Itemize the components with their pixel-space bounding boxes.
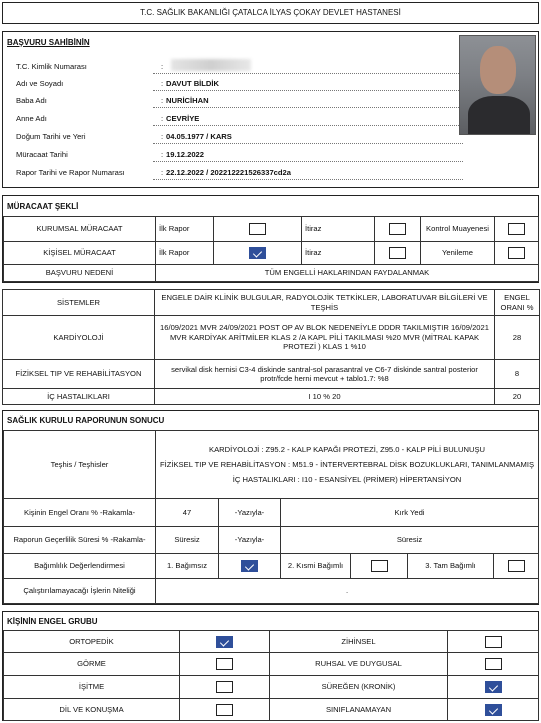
field-colon: : (161, 79, 164, 88)
field-colon: : (161, 132, 164, 141)
field-dotted-line (153, 143, 463, 144)
kisisel-yenileme-checkbox[interactable] (508, 247, 525, 259)
applicant-field-value: 04.05.1977 / KARS (166, 132, 232, 141)
kisisel-ilk-label: İlk Rapor (156, 241, 214, 265)
kisisel-itiraz-checkbox[interactable] (389, 247, 406, 259)
work-value: . (156, 578, 539, 603)
redacted-id-blur (171, 59, 251, 71)
field-dotted-line (153, 90, 463, 91)
validity-number: Süresiz (156, 526, 219, 553)
dep1-label: 1. Bağımsız (156, 553, 219, 578)
diagnosis-list (156, 431, 539, 499)
field-colon: : (161, 114, 164, 123)
dep2-label: 2. Kısmi Bağımlı (281, 553, 351, 578)
field-dotted-line (153, 73, 463, 74)
applicant-field-label: Adı ve Soyadı (16, 79, 64, 88)
group-label: SÜREĞEN (KRONİK) (270, 676, 448, 699)
applicant-field-value: CEVRİYE (166, 114, 200, 123)
rate-number: 47 (156, 499, 219, 526)
dep3-checkbox[interactable] (508, 560, 525, 572)
group-label: ORTOPEDİK (4, 631, 180, 653)
application-table (3, 216, 539, 282)
field-colon: : (161, 168, 164, 177)
dep3-label: 3. Tam Bağımlı (408, 553, 494, 578)
disability-section-title: KİŞİNİN ENGEL GRUBU (7, 617, 98, 626)
system-name: FİZİKSEL TIP VE REHABİLİTASYON (3, 360, 155, 389)
diagnosis-item: FİZİKSEL TIP VE REHABİLİTASYON : M51.9 - İNTERVERTEBRAL DİSK BOZUKLUKLARI, TANIMLANMAMIŞ (160, 460, 535, 469)
document-header (2, 2, 539, 24)
validity-yazi-label: -Yazıyla- (219, 526, 281, 553)
application-section-title: MÜRACAAT ŞEKLİ (7, 202, 79, 211)
rate-header: ENGEL ORANI % (495, 290, 540, 316)
kontrol-label: Kontrol Muayenesi (421, 217, 495, 242)
system-rate: 20 (495, 389, 540, 405)
kurumsal-label: KURUMSAL MÜRACAAT (4, 217, 156, 242)
kurumsal-kontrol-checkbox[interactable] (508, 223, 525, 235)
systems-table (2, 289, 540, 405)
reason-label: BAŞVURU NEDENİ (4, 265, 156, 282)
hospital-title: T.C. SAĞLIK BAKANLIĞI ÇATALCA İLYAS ÇOKAY DEVLET HASTANESİ (140, 8, 401, 17)
system-name: İÇ HASTALIKLARI (3, 389, 155, 405)
dep2-checkbox[interactable] (371, 560, 388, 572)
group-checkbox[interactable] (216, 681, 233, 693)
kurumsal-itiraz-label: İtiraz (302, 217, 375, 242)
rate-label: Kişinin Engel Oranı % -Rakamla- (4, 499, 156, 526)
applicant-field-value: NURİCİHAN (166, 96, 209, 105)
system-rate: 28 (495, 316, 540, 360)
applicant-section-title: BAŞVURU SAHİBİNİN (7, 38, 90, 47)
group-checkbox[interactable] (485, 658, 502, 670)
applicant-field-value: 22.12.2022 / 202212221526337cd2a (166, 168, 291, 177)
applicant-field-value: 19.12.2022 (166, 150, 205, 159)
work-label: Çalıştırılamayacağı İşlerin Niteliği (4, 578, 156, 603)
field-dotted-line (153, 125, 463, 126)
result-section (2, 410, 539, 605)
kurumsal-ilk-checkbox[interactable] (249, 223, 266, 235)
kurumsal-itiraz-checkbox[interactable] (389, 223, 406, 235)
group-label: GÖRME (4, 653, 180, 676)
field-colon: : (161, 150, 164, 159)
applicant-field-label: T.C. Kimlik Numarası (16, 62, 87, 71)
group-label: RUHSAL VE DUYGUSAL (270, 653, 448, 676)
kisisel-ilk-checkbox[interactable] (249, 247, 266, 259)
applicant-field-value: DAVUT BİLDİK (166, 79, 220, 88)
field-colon: : (161, 96, 164, 105)
systems-header: SİSTEMLER (3, 290, 155, 316)
applicant-section (2, 31, 539, 188)
field-dotted-line (153, 161, 463, 162)
application-section (2, 195, 539, 283)
rate-yazi-label: -Yazıyla- (219, 499, 281, 526)
patient-photo (459, 35, 536, 135)
group-label: DİL VE KONUŞMA (4, 699, 180, 721)
dependency-label: Bağımlılık Değerlendirmesi (4, 553, 156, 578)
result-table (3, 430, 539, 604)
group-checkbox[interactable] (485, 704, 502, 716)
kurumsal-ilk-label: İlk Rapor (156, 217, 214, 242)
diagnosis-item: KARDİYOLOJİ : Z95.2 - KALP KAPAĞI PROTEZİ, Z95.0 - KALP PİLİ BULUNUŞU (209, 444, 486, 454)
system-rate: 8 (495, 360, 540, 389)
system-findings: servikal disk hernisi C3-4 diskinde santral-sol parasantral ve C6-7 diskinde santral posterior protr/fcde herni mevcut + tablo1.7: %8 (155, 360, 495, 389)
findings-header: ENGELE DAİR KLİNİK BULGULAR, RADYOLOJİK TETKİKLER, LABORATUVAR BİLGİLERİ VE TEŞHİS (155, 290, 495, 316)
result-section-title: SAĞLIK KURULU RAPORUNUN SONUCU (7, 416, 165, 425)
validity-text: Süresiz (281, 526, 539, 553)
diagnosis-item: İÇ HASTALIKLARI : I10 - ESANSİYEL (PRİMER) HİPERTANSİYON (232, 475, 462, 485)
diagnosis-label: Teşhis / Teşhisler (4, 431, 156, 499)
group-checkbox[interactable] (485, 681, 502, 693)
group-label: İŞİTME (4, 676, 180, 699)
group-label: ZİHİNSEL (270, 631, 448, 653)
disability-section (2, 611, 539, 721)
yenileme-label: Yenileme (421, 241, 495, 265)
applicant-field-label: Müracaat Tarihi (16, 150, 68, 159)
disability-table (3, 630, 539, 721)
applicant-field-label: Doğum Tarihi ve Yeri (16, 132, 86, 141)
applicant-field-label: Anne Adı (16, 114, 47, 123)
applicant-field-label: Baba Adı (16, 96, 47, 105)
system-name: KARDİYOLOJİ (3, 316, 155, 360)
rate-text: Kırk Yedi (281, 499, 539, 526)
field-dotted-line (153, 107, 463, 108)
dep1-checkbox[interactable] (241, 560, 258, 572)
group-checkbox[interactable] (216, 636, 233, 648)
group-checkbox[interactable] (485, 636, 502, 648)
kisisel-itiraz-label: İtiraz (302, 241, 375, 265)
group-checkbox[interactable] (216, 704, 233, 716)
system-findings: I 10 % 20 (155, 389, 495, 405)
field-dotted-line (153, 179, 463, 180)
system-findings: 16/09/2021 MVR 24/09/2021 POST OP AV BLOK NEDENEİYLE DDDR TAKILMIŞTIR 16/09/2021 MVR KARDİYAK ARİTMİLER KLAS 2 /A KAPL PİLİ TAKILMASI %20 MVR (MİTRAL KAPAK PROTEZİ ) KLAS 1 %10 (155, 316, 495, 360)
group-checkbox[interactable] (216, 658, 233, 670)
field-colon: : (161, 62, 164, 71)
validity-label: Raporun Geçerlilik Süresi % -Rakamla- (4, 526, 156, 553)
applicant-field-label: Rapor Tarihi ve Rapor Numarası (16, 168, 125, 177)
kisisel-label: KİŞİSEL MÜRACAAT (4, 241, 156, 265)
group-label: SINIFLANAMAYAN (270, 699, 448, 721)
reason-value: TÜM ENGELLİ HAKLARINDAN FAYDALANMAK (156, 265, 539, 282)
